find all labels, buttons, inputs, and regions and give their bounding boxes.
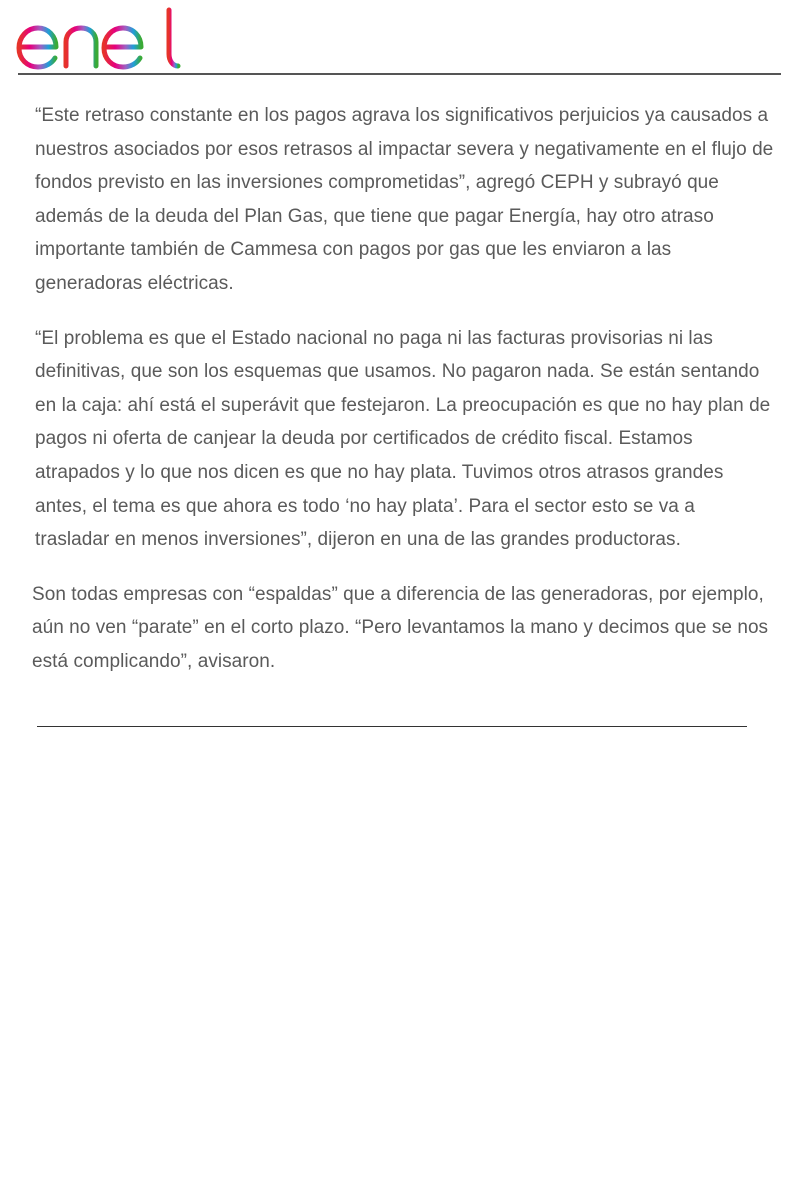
enel-logo[interactable] (16, 6, 181, 72)
header (0, 0, 800, 76)
article-body (34, 99, 774, 700)
paragraph-2: “El problema es que el Estado nacional no paga ni las facturas provisorias ni las definitivas, que son los esquemas que usamos. No pagaron nada. Se están sentando en la caja: ahí está el superávit que festejaron. La preocupación es que no hay plan de pagos ni oferta de canjear la deuda por certificados de crédito fiscal. Estamos atrapados y lo que nos dicen es que no hay plata. Tuvimos otros atrasos grandes antes, el tema es que ahora es todo ‘no hay plata’. Para el sector esto se va a trasladar en menos inversiones”, dijeron en una de las grandes productoras. (35, 327, 771, 551)
header-divider (18, 73, 781, 75)
paragraph-3: Son todas empresas con “espaldas” que a diferencia de las generadoras, por ejemplo, aún no ven “parate” en el corto plazo. “Pero levantamos la mano y decimos que se nos está complicando”, avisaron. (32, 583, 769, 672)
paragraph-1: “Este retraso constante en los pagos agrava los significativos perjuicios ya causados a nuestros asociados por esos retrasos al impactar severa y negativamente en el flujo de fondos previsto en las inversiones comprometidas”, agregó CEPH y subrayó que además de la deuda del Plan Gas, que tiene que pagar Energía, hay otro atraso importante también de Cammesa con pagos por gas que les enviaron a las generadoras eléctricas. (35, 105, 774, 294)
footer-divider (37, 726, 747, 727)
